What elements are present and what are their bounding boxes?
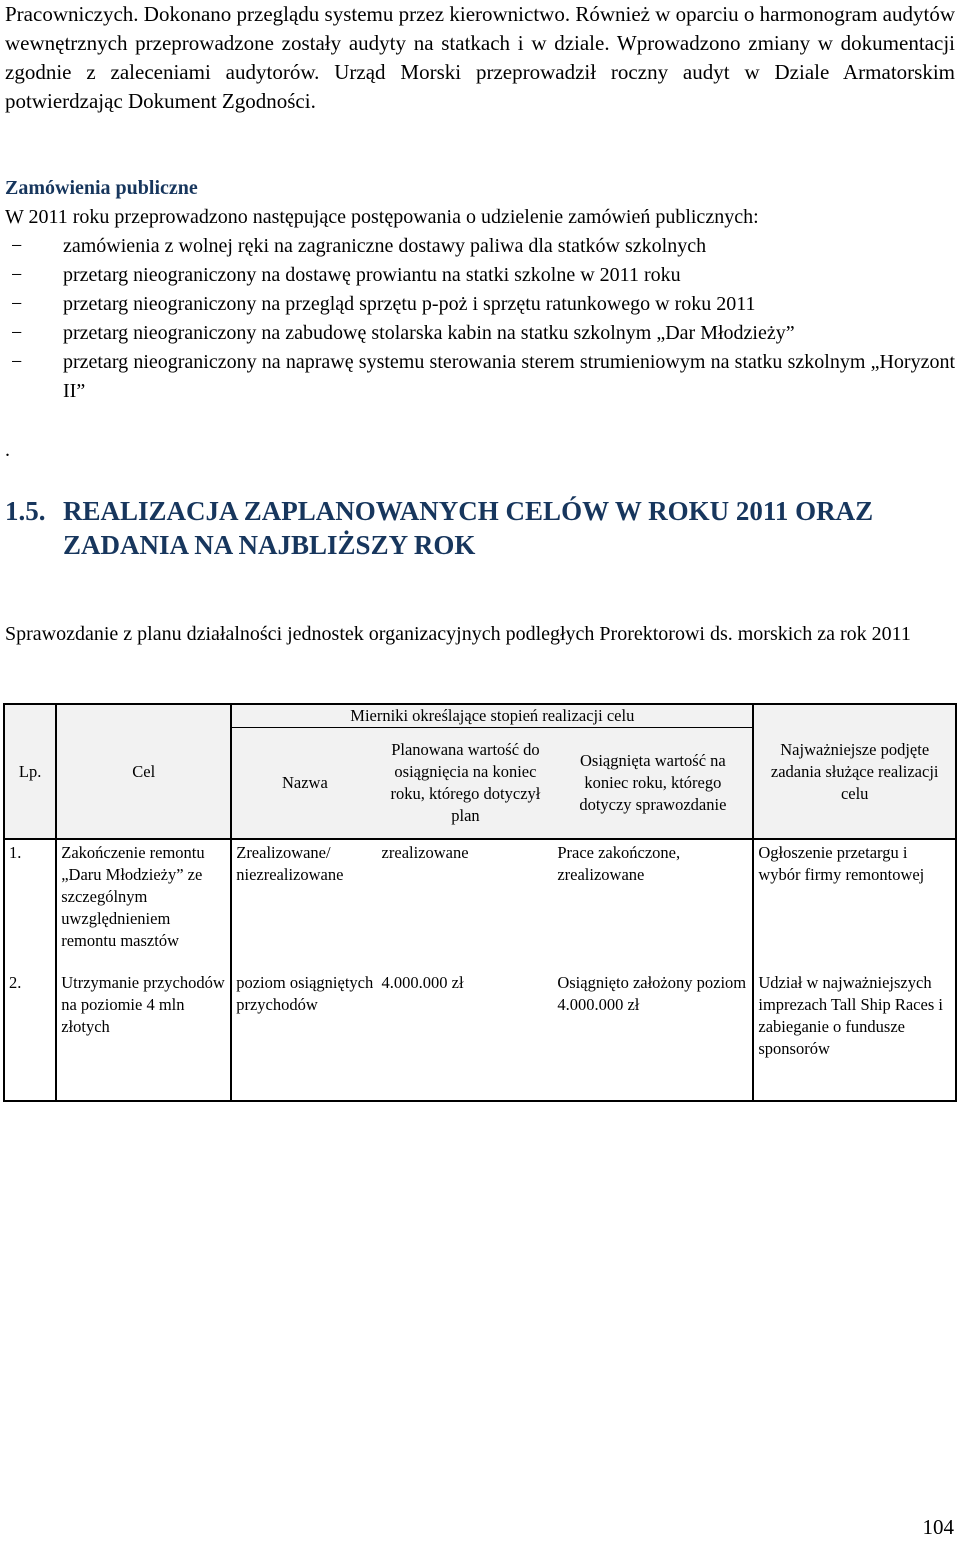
cell-cel: Zakończenie remontu „Daru Młodzieży” ze szczególnym uwzględnieniem remontu masztów <box>56 839 231 972</box>
cell-lp: 1. <box>4 839 56 972</box>
cell-tasks: Udział w najważniejszych imprezach Tall Ship Races i zabieganie o fundusze sponsorów <box>758 973 943 1058</box>
header-lp: Lp. <box>4 704 56 839</box>
table-header-row <box>4 704 956 728</box>
cell-achieved: Prace zakończone, zrealizowane <box>553 839 753 972</box>
header-nazwa: Nazwa <box>231 728 377 840</box>
list-item <box>5 290 955 319</box>
list-item-text: przetarg nieograniczony na przegląd sprzętu p-poż i sprzętu ratunkowego w roku 2011 <box>63 293 756 315</box>
report-title: Sprawozdanie z planu działalności jednostek organizacyjnych podległych Prorektorowi ds. morskich za rok 2011 <box>5 623 911 645</box>
header-measures-group: Mierniki określające stopień realizacji celu <box>231 704 753 728</box>
list-item-text: przetarg nieograniczony na dostawę prowiantu na statki szkolne w 2011 roku <box>63 264 681 286</box>
table-row <box>4 839 956 972</box>
dash-marker: − <box>11 264 23 286</box>
chapter-number: 1.5. <box>5 496 46 526</box>
stray-dot: . <box>5 439 10 461</box>
list-item-text: zamówienia z wolnej ręki na zagraniczne dostawy paliwa dla statków szkolnych <box>63 235 707 257</box>
dash-marker: − <box>11 235 23 257</box>
procurement-lead: W 2011 roku przeprowadzono następujące postępowania o udzielenie zamówień publicznych: <box>5 206 759 228</box>
cell-cel: Utrzymanie przychodów na poziomie 4 mln złotych <box>56 972 231 1101</box>
dash-marker: − <box>11 351 23 373</box>
chapter-heading <box>5 494 960 562</box>
cell-achieved: Osiągnięto założony poziom 4.000.000 zł <box>553 972 753 1101</box>
chapter-title: REALIZACJA ZAPLANOWANYCH CELÓW W ROKU 2011 ORAZ ZADANIA NA NAJBLIŻSZY ROK <box>63 496 874 560</box>
header-cel: Cel <box>56 704 231 839</box>
procurement-heading: Zamówienia publiczne <box>5 177 198 199</box>
cell-lp: 2. <box>4 972 56 1101</box>
goals-table <box>3 703 957 1102</box>
table-row <box>4 972 956 1101</box>
cell-nazwa: poziom osiągniętych przychodów <box>236 973 374 1014</box>
procurement-list <box>5 232 955 406</box>
cell-tasks: Ogłoszenie przetargu i wybór firmy remontowej <box>758 843 925 884</box>
header-planned: Planowana wartość do osiągnięcia na koniec roku, którego dotyczył plan <box>378 728 554 840</box>
list-item-text: przetarg nieograniczony na zabudowę stolarska kabin na statku szkolnym „Dar Młodzieży” <box>63 322 795 344</box>
dash-marker: − <box>11 293 23 315</box>
list-item <box>5 261 955 290</box>
header-achieved: Osiągnięta wartość na koniec roku, którego dotyczy sprawozdanie <box>553 728 753 840</box>
intro-paragraph: Pracowniczych. Dokonano przeglądu systemu przez kierownictwo. Również w oparciu o harmonogram audytów wewnętrznych przeprowadzone zostały audyty na statkach i w dziale. Wprowadzono zmiany w dokumentacji zgodnie z zaleceniami audytorów. Urząd Morski przeprowadził roczny audyt w Dziale Armatorskim potwierdzając Dokument Zgodności. <box>5 2 955 113</box>
cell-planned: zrealizowane <box>381 843 469 862</box>
cell-planned: 4.000.000 zł <box>381 973 464 992</box>
list-item <box>5 232 955 261</box>
cell-nazwa: Zrealizowane/ niezrealizowane <box>236 843 344 884</box>
list-item <box>5 348 955 406</box>
page-number: 104 <box>922 1515 954 1539</box>
dash-marker: − <box>11 322 23 344</box>
header-tasks: Najważniejsze podjęte zadania służące realizacji celu <box>753 704 956 839</box>
list-item <box>5 319 955 348</box>
list-item-text: przetarg nieograniczony na naprawę systemu sterowania sterem strumieniowym na statku szkolnym „Horyzont II” <box>63 351 955 402</box>
